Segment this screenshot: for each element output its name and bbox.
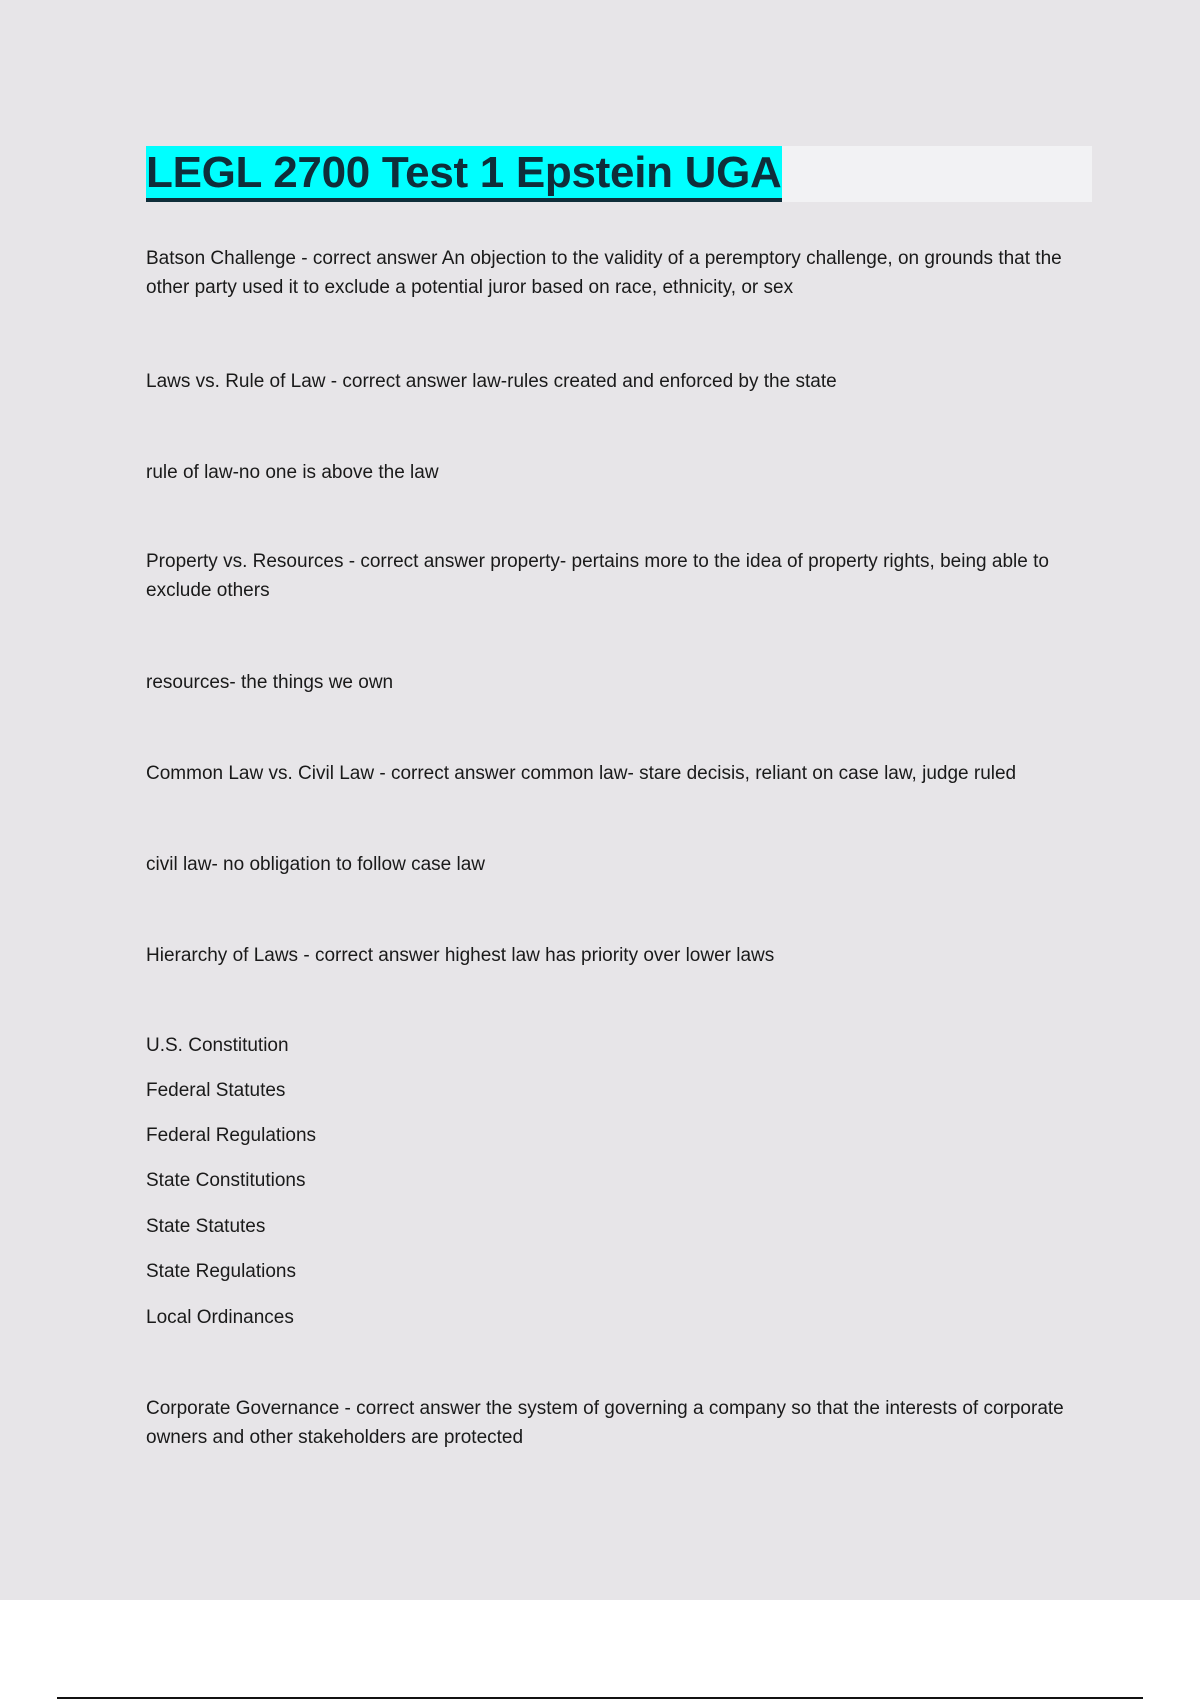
paragraph-civil-law: civil law- no obligation to follow case law <box>146 854 485 875</box>
paragraph-common-vs-civil-law: Common Law vs. Civil Law - correct answer common law- stare decisis, reliant on case law, judge ruled <box>146 763 1017 784</box>
paragraph-corporate-governance: Corporate Governance - correct answer the system of governing a company so that the interests of corporate owners and other stakeholders are protected <box>146 1398 1064 1448</box>
paragraph-resources: resources- the things we own <box>146 672 394 693</box>
list-item: U.S. Constitution <box>146 1035 289 1056</box>
list-item: State Regulations <box>146 1261 296 1282</box>
list-item: Federal Statutes <box>146 1080 286 1101</box>
list-item: Local Ordinances <box>146 1307 294 1328</box>
bottom-divider <box>57 1697 1143 1699</box>
paragraph-property-vs-resources: Property vs. Resources - correct answer property- pertains more to the idea of property rights, being able to exclude others <box>146 551 1049 601</box>
list-item: State Constitutions <box>146 1170 306 1191</box>
list-item: State Statutes <box>146 1216 266 1237</box>
paragraph-batson-challenge: Batson Challenge - correct answer An objection to the validity of a peremptory challenge, on grounds that the other party used it to exclude a potential juror based on race, ethnicity, or sex <box>146 248 1062 298</box>
list-item: Federal Regulations <box>146 1125 317 1146</box>
paragraph-laws-vs-rule-of-law: Laws vs. Rule of Law - correct answer law-rules created and enforced by the state <box>146 371 837 392</box>
paragraph-rule-of-law: rule of law-no one is above the law <box>146 462 439 483</box>
document-title: LEGL 2700 Test 1 Epstein UGA <box>146 146 782 202</box>
paragraph-hierarchy-of-laws: Hierarchy of Laws - correct answer highest law has priority over lower laws <box>146 945 775 966</box>
